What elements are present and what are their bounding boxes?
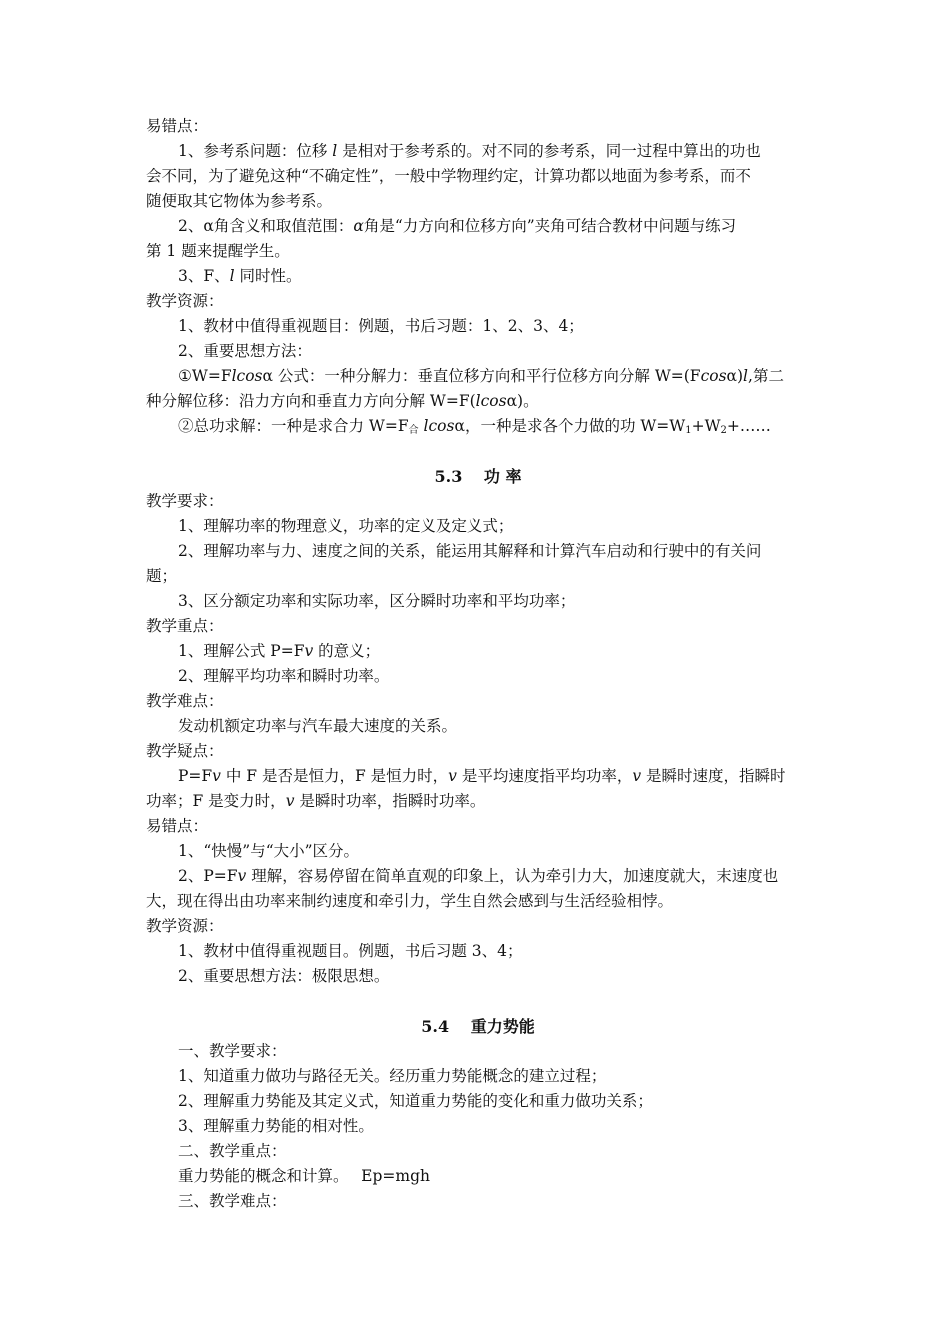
heading-error-points: 易错点： <box>146 817 209 835</box>
heading-teaching-focus: 教学重点： <box>146 617 224 635</box>
text-line: 1、教材中值得重视题目：例题，书后习题：1、2、3、4； <box>178 317 584 335</box>
heading-teaching-resources: 教学资源： <box>146 917 224 935</box>
text-line: 题； <box>146 567 178 585</box>
text-line: 发动机额定功率与汽车最大速度的关系。 <box>178 717 458 735</box>
text-line: 2、理解平均功率和瞬时功率。 <box>178 667 390 685</box>
text-line: 功率；F 是变力时，v 是瞬时功率，指瞬时功率。 <box>146 792 486 810</box>
heading-teaching-requirements: 教学要求： <box>146 492 224 510</box>
heading-teaching-requirements: 一、教学要求： <box>178 1042 287 1060</box>
text-line: 2、重要思想方法：极限思想。 <box>178 967 390 985</box>
text-line: 2、α角含义和取值范围：α角是“力方向和位移方向”夹角可结合教材中问题与练习 <box>178 217 737 235</box>
heading-teaching-difficulty: 三、教学难点： <box>178 1192 287 1210</box>
heading-teaching-difficulty: 教学难点： <box>146 692 224 710</box>
text-line: 会不同，为了避免这种“不确定性”，一般中学物理约定，计算功都以地面为参考系，而不 <box>146 167 751 185</box>
heading-teaching-focus: 二、教学重点： <box>178 1142 287 1160</box>
section-title: 5.3 功 率 <box>434 467 522 486</box>
text-line: 2、重要思想方法： <box>178 342 312 360</box>
text-line: P=Fv 中 F 是否是恒力，F 是恒力时，v 是平均速度指平均功率，v 是瞬时速度，指瞬时 <box>178 767 786 785</box>
heading-teaching-resources: 教学资源： <box>146 292 224 310</box>
text-line: 随便取其它物体为参考系。 <box>146 192 333 210</box>
section-title: 5.4 重力势能 <box>421 1017 535 1036</box>
text-line: 2、理解重力势能及其定义式，知道重力势能的变化和重力做功关系； <box>178 1092 653 1110</box>
text-line: 3、F、l 同时性。 <box>178 267 302 285</box>
section-5-2-tail <box>146 114 810 439</box>
text-line: 1、理解公式 P=Fv 的意义； <box>178 642 381 660</box>
heading-error-points: 易错点： <box>146 117 209 135</box>
text-line: 1、理解功率的物理意义，功率的定义及定义式； <box>178 517 514 535</box>
text-line: 第 1 题来提醒学生。 <box>146 242 290 260</box>
text-line: 1、教材中值得重视题目。例题，书后习题 3、4； <box>178 942 523 960</box>
text-line: 2、P=Fv 理解，容易停留在简单直观的印象上，认为牵引力大，加速度就大，末速度也 <box>178 867 779 885</box>
text-line: 2、理解功率与力、速度之间的关系，能运用其解释和计算汽车启动和行驶中的有关问 <box>178 542 762 560</box>
text-line: 大，现在得出由功率来制约速度和牵引力，学生自然会感到与生活经验相悖。 <box>146 892 674 910</box>
text-line: 1、“快慢”与“大小”区分。 <box>178 842 360 860</box>
text-line: 3、区分额定功率和实际功率，区分瞬时功率和平均功率； <box>178 592 576 610</box>
text-line: 3、理解重力势能的相对性。 <box>178 1117 374 1135</box>
heading-teaching-doubts: 教学疑点： <box>146 742 224 760</box>
text-line: 重力势能的概念和计算。 Ep=mgh <box>178 1167 431 1185</box>
text-line: 1、知道重力做功与路径无关。经历重力势能概念的建立过程； <box>178 1067 607 1085</box>
document-body <box>146 114 810 1214</box>
formula-line: 种分解位移：沿力方向和垂直力方向分解 W=F(lcosα)。 <box>146 392 539 410</box>
text-line: 1、参考系问题：位移 l 是相对于参考系的。对不同的参考系，同一过程中算出的功也 <box>178 142 761 160</box>
formula-line: ②总功求解：一种是求合力 $W=F_合$ lcosα，一种是求各个力做的功 $W=W_1+W_2+\dots\dots$ <box>178 417 771 436</box>
section-5-4 <box>146 1014 810 1214</box>
section-5-3 <box>146 464 810 989</box>
formula-line: ①W=Flcosα 公式：一种分解力：垂直位移方向和平行位移方向分解 W=(Fcosα)l,第二 <box>178 367 784 385</box>
